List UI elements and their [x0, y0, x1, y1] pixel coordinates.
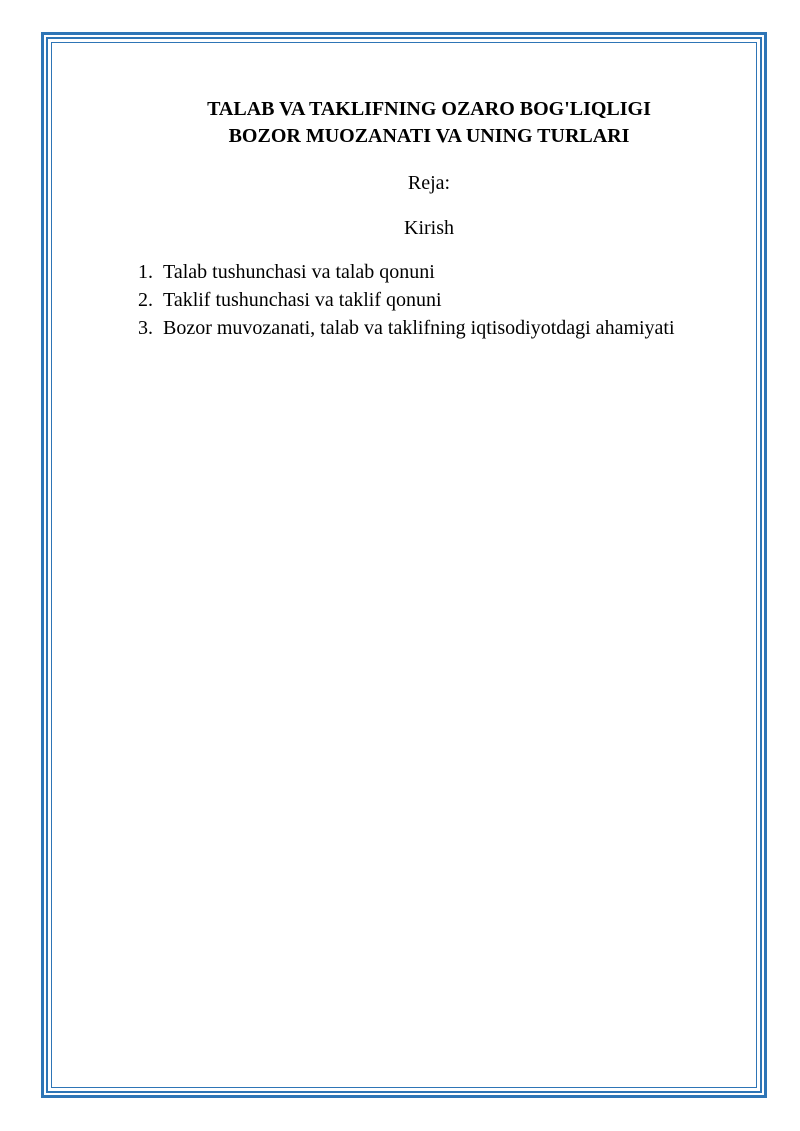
document-title-line-1: TALAB VA TAKLIFNING OZARO BOG'LIQLIGI	[207, 98, 651, 120]
plan-item-text: Taklif tushunchasi va taklif qonuni	[163, 289, 442, 311]
page-content	[52, 43, 756, 342]
document-title-line-2: BOZOR MUOZANATI VA UNING TURLARI	[228, 125, 630, 147]
plan-item-number: 1.	[138, 261, 153, 283]
plan-heading: Reja:	[407, 172, 451, 194]
plan-list-item	[138, 286, 756, 314]
plan-item-number: 2.	[138, 289, 153, 311]
plan-item-text: Bozor muvozanati, talab va taklifning iqtisodiyotdagi ahamiyati	[163, 317, 675, 339]
document-title	[52, 96, 756, 150]
plan-item-text: Talab tushunchasi va talab qonuni	[163, 261, 435, 283]
plan-list	[52, 258, 756, 342]
plan-item-number: 3.	[138, 317, 153, 339]
plan-list-item	[138, 258, 756, 286]
introduction-heading: Kirish	[404, 217, 454, 239]
plan-list-item	[138, 314, 756, 342]
